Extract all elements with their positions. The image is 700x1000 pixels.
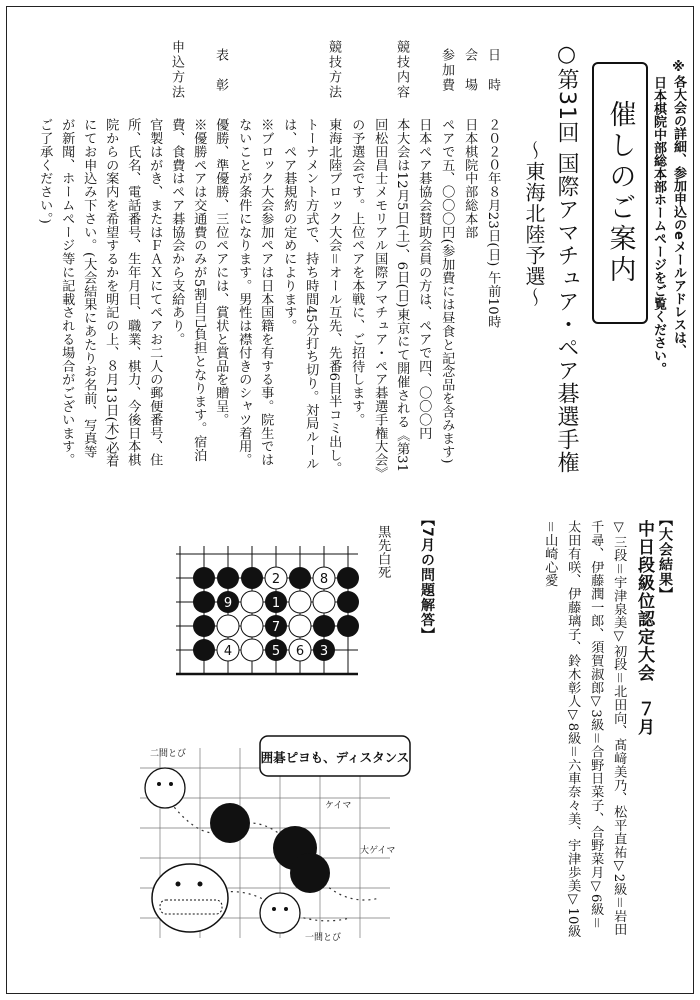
stone-number-1: 1 [271,596,281,611]
problem-header: 【7月の問題解答】 [419,512,435,643]
stone-number-8: 8 [319,572,329,587]
event-subtitle: 〜東海北陸予選〜 [522,140,546,308]
stone-number-9: 9 [223,596,233,611]
black-stone [313,615,335,637]
black-chick [290,853,330,893]
chick-scarf [160,900,222,914]
note-corner: 大ゲイマ [360,846,396,856]
white-stone [217,615,239,637]
stone-number-4: 4 [223,644,233,659]
black-stone [217,567,239,589]
chick-eye [176,882,181,887]
note-bottom: 一間とび [305,933,342,943]
white-stone [241,591,263,613]
white-stone [289,591,311,613]
note-right: ケイマ [325,801,352,811]
small-white-chick [260,893,300,933]
section-title-box [592,62,648,324]
stone-number-3: 3 [319,644,329,659]
label-method: 競技方法 [326,40,341,100]
label-fee: 参加費 [439,48,454,93]
results-header: 【大会結果】 [657,512,673,602]
stone-number-5: 5 [271,644,281,659]
chick-eye [284,907,288,911]
stone-number-7: 7 [271,620,281,635]
header-note-line-2: 日本棋院中部総本部ホームページをご覧ください。 [651,76,666,375]
label-date: 日 時 [485,48,500,93]
black-stone [193,591,215,613]
label-apply: 申込方法 [169,40,184,100]
black-stone [193,639,215,661]
black-chick [210,803,250,843]
label-venue: 会 場 [462,48,477,93]
event-body-line-1: ２０２０年８月23日(日) 午前10時 [485,118,501,329]
note-left: 二間とび [150,749,187,759]
event-body-line-20: が新聞、ホームページ等に記載される場合がございます。 [59,118,75,467]
white-stone [313,591,335,613]
label-award: 表 彰 [213,48,228,93]
label-content: 競技内容 [394,40,409,100]
results-line-3: 太田有咲、伊藤璃子、鈴木彰人▽8級＝六車奈々美、宇津歩美▽10級 [565,520,581,938]
results-title: 中日段級位認定大会 ７月 [634,520,654,736]
banner-text: 囲碁ピヨも、ディスタンス [260,750,410,765]
black-stone [337,615,359,637]
event-body-line-4: 日本ペア碁協会賛助会員の方は、ペアで四、〇〇〇円 [416,118,432,440]
results-line-1: ▽三段＝宇津泉美▽初段＝北田向、髙﨑美乃、松平直祐▽2級＝岩田 [611,520,627,936]
white-chick [145,768,185,808]
go-board-diagram [168,538,368,698]
black-stone [241,567,263,589]
event-body-line-19: にてお申込み下さい。(大会結果にあたりお名前、写真等 [81,118,97,459]
event-body-line-12: ないことが条件になります。男性は襟付きのシャツ着用。 [236,118,252,467]
event-body-line-15: 費、食費はペア碁協会から支給あり。 [169,118,185,346]
event-body-line-9: トーナメント方式で、持ち時間45分打ち切り。対局ルール [303,118,319,471]
problem-caption: 黒先白死 [375,525,391,579]
black-stone [289,567,311,589]
chick-eye [272,907,276,911]
black-stone [193,567,215,589]
event-body-line-7: の予選会です。上位ペアを本戦に、ご招待します。 [349,118,365,427]
section-title: 催しのご案内 [604,100,636,286]
event-body-line-8: 東海北陸ブロック大会＝オール互先、先番6目半コミ出し。 [326,118,342,475]
stone-number-2: 2 [271,572,281,587]
event-body-line-17: 所、氏名、電話番号、生年月日、職業、棋力、今後日本棋 [125,118,141,467]
black-stone [193,615,215,637]
big-white-chick [152,864,228,932]
event-body-line-5: 本大会は12月5日(土)、6日(日)東京にて開催される《第31 [394,118,410,473]
event-title: ○第31回 国際アマチュア・ペア碁選手権 [554,42,579,474]
header-note-line-1: ※各大会の詳細、参加申込のeメールアドレスは、 [671,60,686,357]
event-body-line-3: ペアで五、〇〇〇円(参加費には昼食と記念品を含みます) [439,118,455,464]
event-body-line-14: ※優勝ペアは交通費のみが5割自己負担となります。宿泊 [191,118,207,462]
event-body-line-21: ご了承ください。) [37,118,53,224]
chick-eye [169,782,173,786]
black-stone [337,591,359,613]
event-body-line-6: 回松田昌士メモリアル国際アマチュア・ペア碁選手権大会》 [372,118,388,480]
event-body-line-10: は、ペア碁規約の定めによります。 [281,118,297,333]
white-stone [241,639,263,661]
event-body-line-16: 官製はがき、またはＦＡＸにてペアお二人の郵便番号、住 [147,118,163,467]
white-stone [289,615,311,637]
chick-eye [198,882,203,887]
results-line-2: 千尋、伊藤潤一郎、須賀淑郎▽3級＝合野日菜子、合野菜月▽6級＝ [588,520,604,930]
event-body-line-13: 優勝、準優勝、三位ペアには、賞状と賞品を贈呈。 [213,118,229,427]
white-stone [241,615,263,637]
chick-eye [157,782,161,786]
event-body-line-11: ※ブロック大会参加ペアは日本国籍を有する事。院生では [258,118,274,467]
event-body-line-18: 院からの案内を希望するかを明記の上、８月13日(木)必着 [103,118,119,468]
event-body-line-2: 日本棋院中部総本部 [462,118,478,239]
results-line-4: ＝山崎心愛 [542,520,558,587]
illustration-piyo-distance [120,728,420,958]
black-stone [337,567,359,589]
stone-number-6: 6 [295,644,305,659]
